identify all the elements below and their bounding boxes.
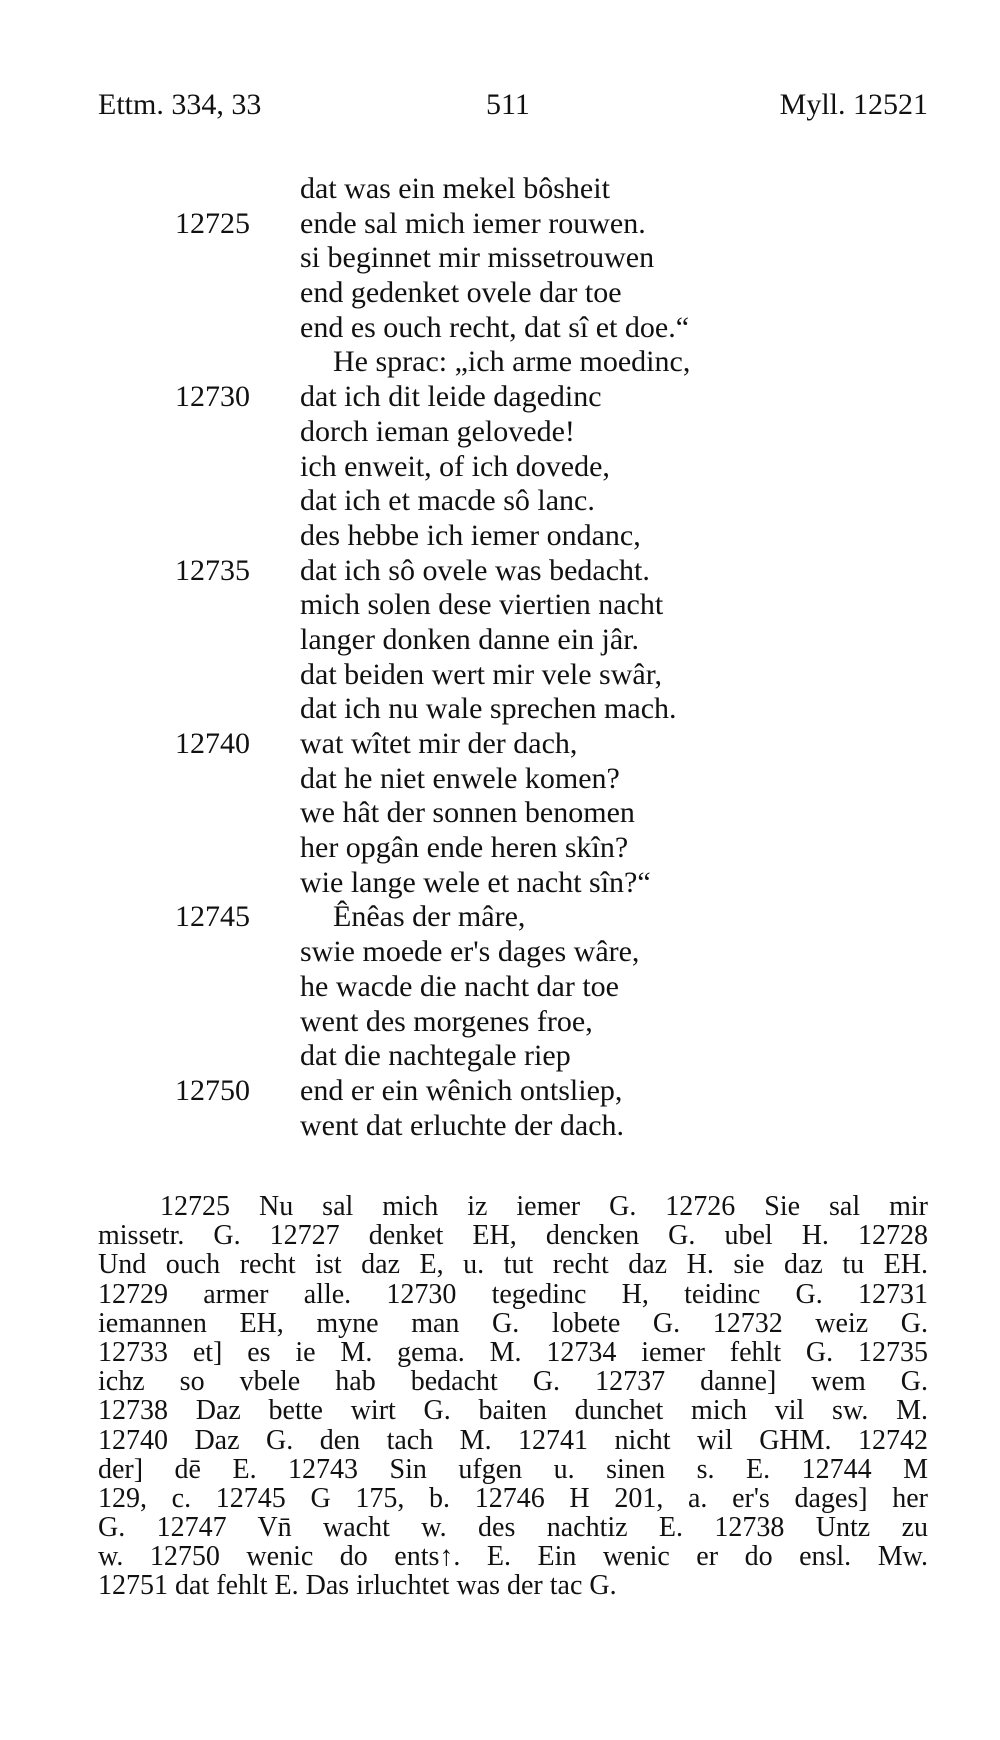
verse-line (0, 207, 1000, 242)
verse-line (0, 900, 1000, 935)
verse-text: dorch ieman gelovede! (300, 414, 575, 448)
verse-line (0, 276, 1000, 311)
apparatus-line: 129, c. 12745 G 175, b. 12746 H 201, a. er's dages] her (98, 1482, 928, 1514)
verse-line (0, 519, 1000, 554)
verse-line (0, 172, 1000, 207)
verse-text: end gedenket ovele dar toe (300, 276, 622, 310)
verse-text: dat ich dit leide dagedinc (300, 380, 602, 414)
verse-text: mich solen dese viertien nacht (300, 588, 664, 622)
verse-text: he wacde die nacht dar toe (300, 969, 619, 1003)
verse-line (0, 380, 1000, 415)
verse-text: dat die nachtegale riep (300, 1039, 571, 1073)
verse-line (0, 1109, 1000, 1144)
verse-text: des hebbe ich iemer ondanc, (300, 518, 641, 552)
verse-line (0, 692, 1000, 727)
header-right-reference: Myll. 12521 (779, 88, 928, 121)
critical-apparatus (98, 1192, 928, 1601)
apparatus-line: der] dē E. 12743 Sin ufgen u. sinen s. E. 12744 M (98, 1453, 928, 1485)
apparatus-line: iemannen EH, myne man G. lobete G. 12732 weiz G. (98, 1307, 928, 1339)
verse-line (0, 554, 1000, 589)
verse-text: He sprac: „ich arme moedinc, (333, 345, 691, 379)
apparatus-line: 12740 Daz G. den tach M. 12741 nicht wil GHM. 12742 (98, 1424, 928, 1456)
apparatus-line: 12725 Nu sal mich iz iemer G. 12726 Sie sal mir (160, 1191, 928, 1222)
verse-line (0, 658, 1000, 693)
header-left-reference: Ettm. 334, 33 (98, 88, 262, 121)
verse-line (0, 450, 1000, 485)
line-number: 12730 (175, 380, 250, 414)
verse-line (0, 1039, 1000, 1074)
verse-text: dat ich et macde sô lanc. (300, 484, 595, 518)
verse-text: dat beiden wert mir vele swâr, (300, 657, 662, 691)
verse-text: dat he niet enwele komen? (300, 761, 620, 795)
verse-text: went dat erluchte der dach. (300, 1108, 625, 1142)
poem-text (0, 172, 1000, 1143)
apparatus-line: 12733 et] es ie M. gema. M. 12734 iemer fehlt G. 12735 (98, 1336, 928, 1368)
verse-line (0, 623, 1000, 658)
verse-line (0, 345, 1000, 380)
apparatus-line: G. 12747 Vn̄ wacht w. des nachtiz E. 12738 Untz zu (98, 1512, 928, 1544)
verse-text: dat ich nu wale sprechen mach. (300, 692, 677, 726)
verse-text: Ênêas der mâre, (333, 900, 526, 934)
verse-text: we hât der sonnen benomen (300, 796, 635, 830)
apparatus-line: ichz so vbele hab bedacht G. 12737 danne] wem G. (98, 1366, 928, 1398)
verse-line (0, 935, 1000, 970)
apparatus-line: Und ouch recht ist daz E, u. tut recht daz H. sie daz tu EH. (98, 1249, 928, 1281)
verse-text: ich enweit, of ich dovede, (300, 449, 610, 483)
verse-text: end es ouch recht, dat sî et doe.“ (300, 310, 690, 344)
running-header (98, 88, 928, 128)
verse-text: si beginnet mir missetrouwen (300, 241, 655, 275)
verse-line (0, 311, 1000, 346)
verse-text: wat wîtet mir der dach, (300, 727, 578, 760)
line-number: 12745 (175, 900, 250, 934)
verse-text: went des morgenes froe, (300, 1004, 593, 1038)
verse-text: swie moede er's dages wâre, (300, 935, 640, 969)
verse-line (0, 588, 1000, 623)
line-number: 12735 (175, 553, 250, 587)
verse-text: ende sal mich iemer rouwen. (300, 206, 646, 240)
verse-line (0, 866, 1000, 901)
verse-line (0, 727, 1000, 762)
line-number: 12750 (175, 1073, 250, 1107)
line-number: 12740 (175, 727, 250, 760)
verse-text: langer donken danne ein jâr. (300, 622, 640, 656)
verse-line (0, 415, 1000, 450)
verse-line (0, 1005, 1000, 1040)
verse-text: her opgân ende heren skîn? (300, 831, 629, 865)
apparatus-line: 12729 armer alle. 12730 tegedinc H, teidinc G. 12731 (98, 1278, 928, 1310)
apparatus-line: missetr. G. 12727 denket EH, dencken G. ubel H. 12728 (98, 1220, 928, 1252)
verse-line (0, 831, 1000, 866)
line-number: 12725 (175, 206, 250, 240)
apparatus-line: w. 12750 wenic do ents↑. E. Ein wenic er do ensl. Mw. (98, 1541, 928, 1573)
verse-text: end er ein wênich ontsliep, (300, 1073, 623, 1107)
verse-line (0, 484, 1000, 519)
apparatus-line: 12751 dat fehlt E. Das irluchtet was der tac G. (98, 1570, 617, 1602)
page-number: 511 (486, 88, 530, 121)
verse-text: dat was ein mekel bôsheit (300, 172, 610, 205)
apparatus-line: 12738 Daz bette wirt G. baiten dunchet mich vil sw. M. (98, 1395, 928, 1427)
verse-line (0, 241, 1000, 276)
verse-line (0, 762, 1000, 797)
verse-line (0, 1074, 1000, 1109)
verse-line (0, 796, 1000, 831)
verse-text: dat ich sô ovele was bedacht. (300, 553, 650, 587)
verse-line (0, 970, 1000, 1005)
verse-text: wie lange wele et nacht sîn?“ (300, 865, 651, 899)
